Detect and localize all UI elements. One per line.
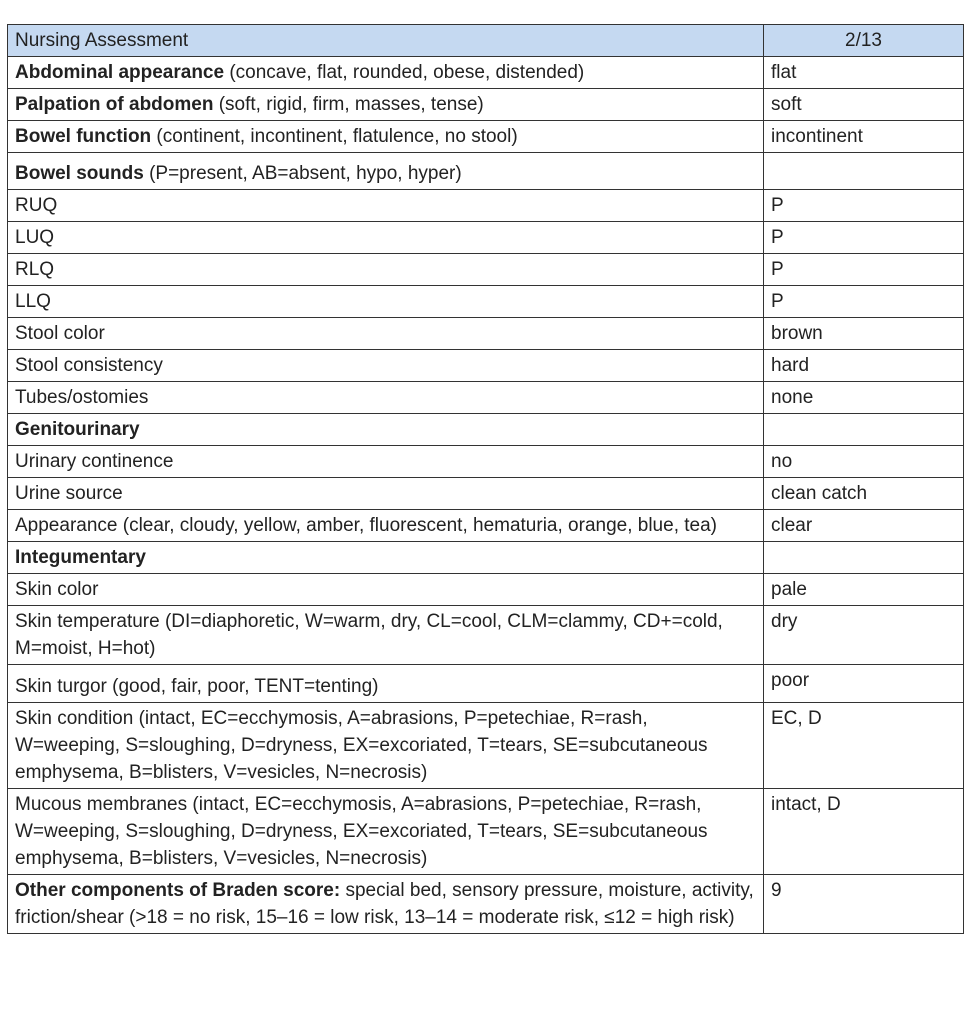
row-value: 9 <box>764 875 964 934</box>
table-row <box>8 478 964 510</box>
row-label: Abdominal appearance <box>15 62 225 83</box>
row-value: none <box>764 382 964 414</box>
row-value: clear <box>764 510 964 542</box>
row-value: poor <box>764 665 964 703</box>
row-value: incontinent <box>764 121 964 153</box>
row-desc: (continent, incontinent, flatulence, no stool) <box>151 126 518 147</box>
row-label-cell <box>8 875 764 934</box>
row-text: Skin color <box>8 574 764 606</box>
row-text: Skin condition (intact, EC=ecchymosis, A=abrasions, P=petechiae, R=rash, W=weeping, S=sloughing, D=dryness, EX=excoriated, T=tears, SE=subcutaneous emphysema, B=blisters, V=vesicles, N=necrosis) <box>8 703 764 789</box>
row-label: Other components of Braden score: <box>15 880 341 901</box>
row-label-cell <box>8 57 764 89</box>
section-cell <box>8 414 764 446</box>
row-desc: (P=present, AB=absent, hypo, hyper) <box>143 163 462 184</box>
section-row <box>8 542 964 574</box>
section-title: Integumentary <box>15 547 146 568</box>
row-value: EC, D <box>764 703 964 789</box>
row-label-cell <box>8 89 764 121</box>
row-value: P <box>764 222 964 254</box>
row-value: P <box>764 286 964 318</box>
table-row <box>8 153 964 190</box>
table-row <box>8 121 964 153</box>
row-text: Skin turgor (good, fair, poor, TENT=tenting) <box>8 665 764 703</box>
row-value <box>764 153 964 190</box>
table-row <box>8 318 964 350</box>
row-label: Bowel function <box>15 126 152 147</box>
row-value: intact, D <box>764 789 964 875</box>
row-label: Palpation of abdomen <box>15 94 214 115</box>
row-value: hard <box>764 350 964 382</box>
table-row <box>8 350 964 382</box>
row-text: Stool consistency <box>8 350 764 382</box>
table-row <box>8 254 964 286</box>
row-value: P <box>764 254 964 286</box>
row-label: Bowel sounds <box>15 163 144 184</box>
row-value: brown <box>764 318 964 350</box>
row-value: dry <box>764 606 964 665</box>
row-text: Tubes/ostomies <box>8 382 764 414</box>
row-text: Appearance (clear, cloudy, yellow, amber, fluorescent, hematuria, orange, blue, tea) <box>8 510 764 542</box>
table-row <box>8 286 964 318</box>
row-value <box>764 542 964 574</box>
row-text: Skin temperature (DI=diaphoretic, W=warm, dry, CL=cool, CLM=clammy, CD+=cold, M=moist, H=hot) <box>8 606 764 665</box>
table-row <box>8 703 964 789</box>
row-label-cell <box>8 121 764 153</box>
table-row <box>8 789 964 875</box>
row-value <box>764 414 964 446</box>
row-value: flat <box>764 57 964 89</box>
row-value: no <box>764 446 964 478</box>
row-value: soft <box>764 89 964 121</box>
row-text: LLQ <box>8 286 764 318</box>
table-header-row <box>8 25 964 57</box>
table-row <box>8 875 964 934</box>
table-row <box>8 222 964 254</box>
table-row <box>8 665 964 703</box>
table-title: Nursing Assessment <box>8 25 764 57</box>
table-row <box>8 382 964 414</box>
nursing-assessment-table <box>7 24 964 934</box>
row-text: RUQ <box>8 190 764 222</box>
row-label-cell <box>8 153 764 190</box>
table-row <box>8 446 964 478</box>
row-value: P <box>764 190 964 222</box>
section-title: Genitourinary <box>15 419 140 440</box>
table-row <box>8 574 964 606</box>
table-row <box>8 606 964 665</box>
row-value: clean catch <box>764 478 964 510</box>
row-text: RLQ <box>8 254 764 286</box>
section-row <box>8 414 964 446</box>
table-row <box>8 190 964 222</box>
section-cell <box>8 542 764 574</box>
row-text: Stool color <box>8 318 764 350</box>
row-value: pale <box>764 574 964 606</box>
table-row <box>8 57 964 89</box>
table-row <box>8 89 964 121</box>
row-text: Urine source <box>8 478 764 510</box>
row-text: Mucous membranes (intact, EC=ecchymosis, A=abrasions, P=petechiae, R=rash, W=weeping, S=sloughing, D=dryness, EX=excoriated, T=tears, SE=subcutaneous emphysema, B=blisters, V=vesicles, N=necrosis) <box>8 789 764 875</box>
row-desc: (soft, rigid, firm, masses, tense) <box>213 94 484 115</box>
table-row <box>8 510 964 542</box>
row-desc: special bed, sensory pressure, moisture, activity, friction/shear (>18 = no risk, 15–16 = low risk, 13–14 = moderate risk, ≤12 = high risk) <box>15 880 754 928</box>
row-desc: (concave, flat, rounded, obese, distended) <box>224 62 585 83</box>
column-date: 2/13 <box>764 25 964 57</box>
row-text: Urinary continence <box>8 446 764 478</box>
row-text: LUQ <box>8 222 764 254</box>
